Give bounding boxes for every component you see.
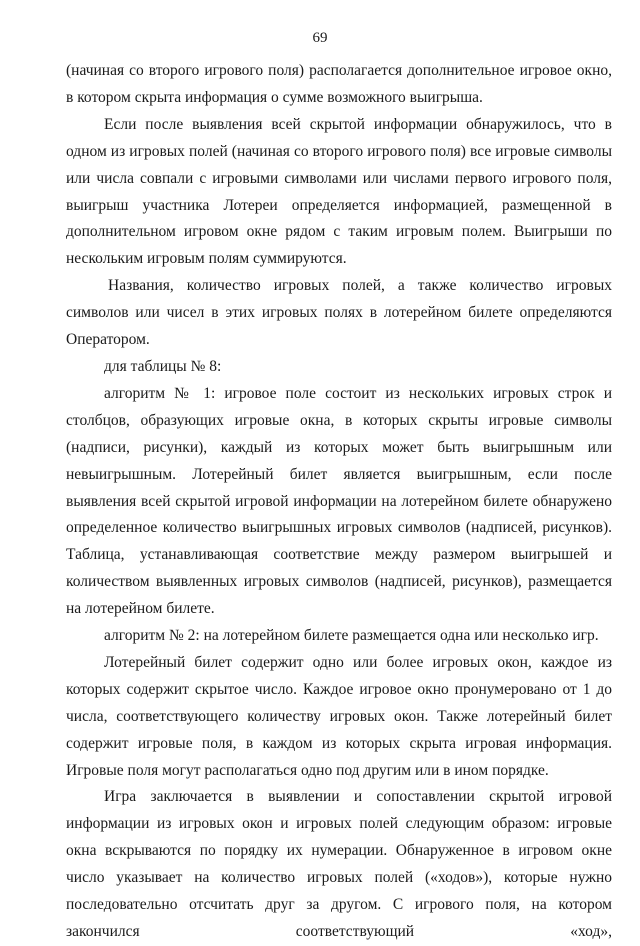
paragraph-table-heading: для таблицы № 8: [104, 357, 222, 375]
document-body [66, 58, 612, 946]
paragraph-algorithm-1: алгоритм № 1: игровое поле состоит из нескольких игровых строк и столбцов, образующих игровые окна, в которых скрыты игровые символы (надписи, рисунки), каждый из которых может быть выигрышным или невыигрышным. Лотерейный билет является выигрышным, если после выявления всей скрытой игровой информации на лотерейном билете обнаружено определенное количество выигрышных игровых символов (надписей, рисунков). Таблица, устанавливающая соответствие между размером выигрышей и количеством выявленных игровых символов (надписей, рисунков), размещается на лотерейном билете. [66, 384, 612, 618]
paragraph-operator-defines: Названия, количество игровых полей, а также количество игровых символов или чисел в этих игровых полях в лотерейном билете определяются Оператором. [66, 277, 612, 349]
paragraph-algorithm-2: алгоритм № 2: на лотерейном билете размещается одна или несколько игр. [104, 627, 599, 645]
paragraph-continuation: (начиная со второго игрового поля) располагается дополнительное игровое окно, в котором скрыта информация о сумме возможного выигрыша. [66, 62, 612, 106]
paragraph-game-procedure: Игра заключается в выявлении и сопоставлении скрытой игровой информации из игровых окон и игровых полей следующим образом: игровые окна вскрываются по порядку их нумерации. Обнаруженное в игровом окне число указывает на количество игровых полей («ходов»), которые нужно последовательно отсчитать друг за другом. С игрового поля, на котором закончился соответствующий «ход», [66, 788, 612, 940]
page-number: 69 [312, 30, 328, 46]
paragraph-winnings-rule: Если после выявления всей скрытой информации обнаружилось, что в одном из игровых полей (начиная со второго игрового поля) все игровые символы или числа совпали с игровыми символами или числами первого игрового поля, выигрыш участника Лотереи определяется информацией, размещенной в дополнительном игровом окне рядом с таким игровым полем. Выигрыши по нескольким игровым полям суммируются. [66, 115, 612, 268]
paragraph-game-windows: Лотерейный билет содержит одно или более игровых окон, каждое из которых содержит скрытое число. Каждое игровое окно пронумеровано от 1 до числа, соответствующего количеству игровых окон. Также лотерейный билет содержит игровые поля, в каждом из которых скрыта игровая информация. Игровые поля могут располагаться одно под другим или в ином порядке. [66, 653, 612, 779]
